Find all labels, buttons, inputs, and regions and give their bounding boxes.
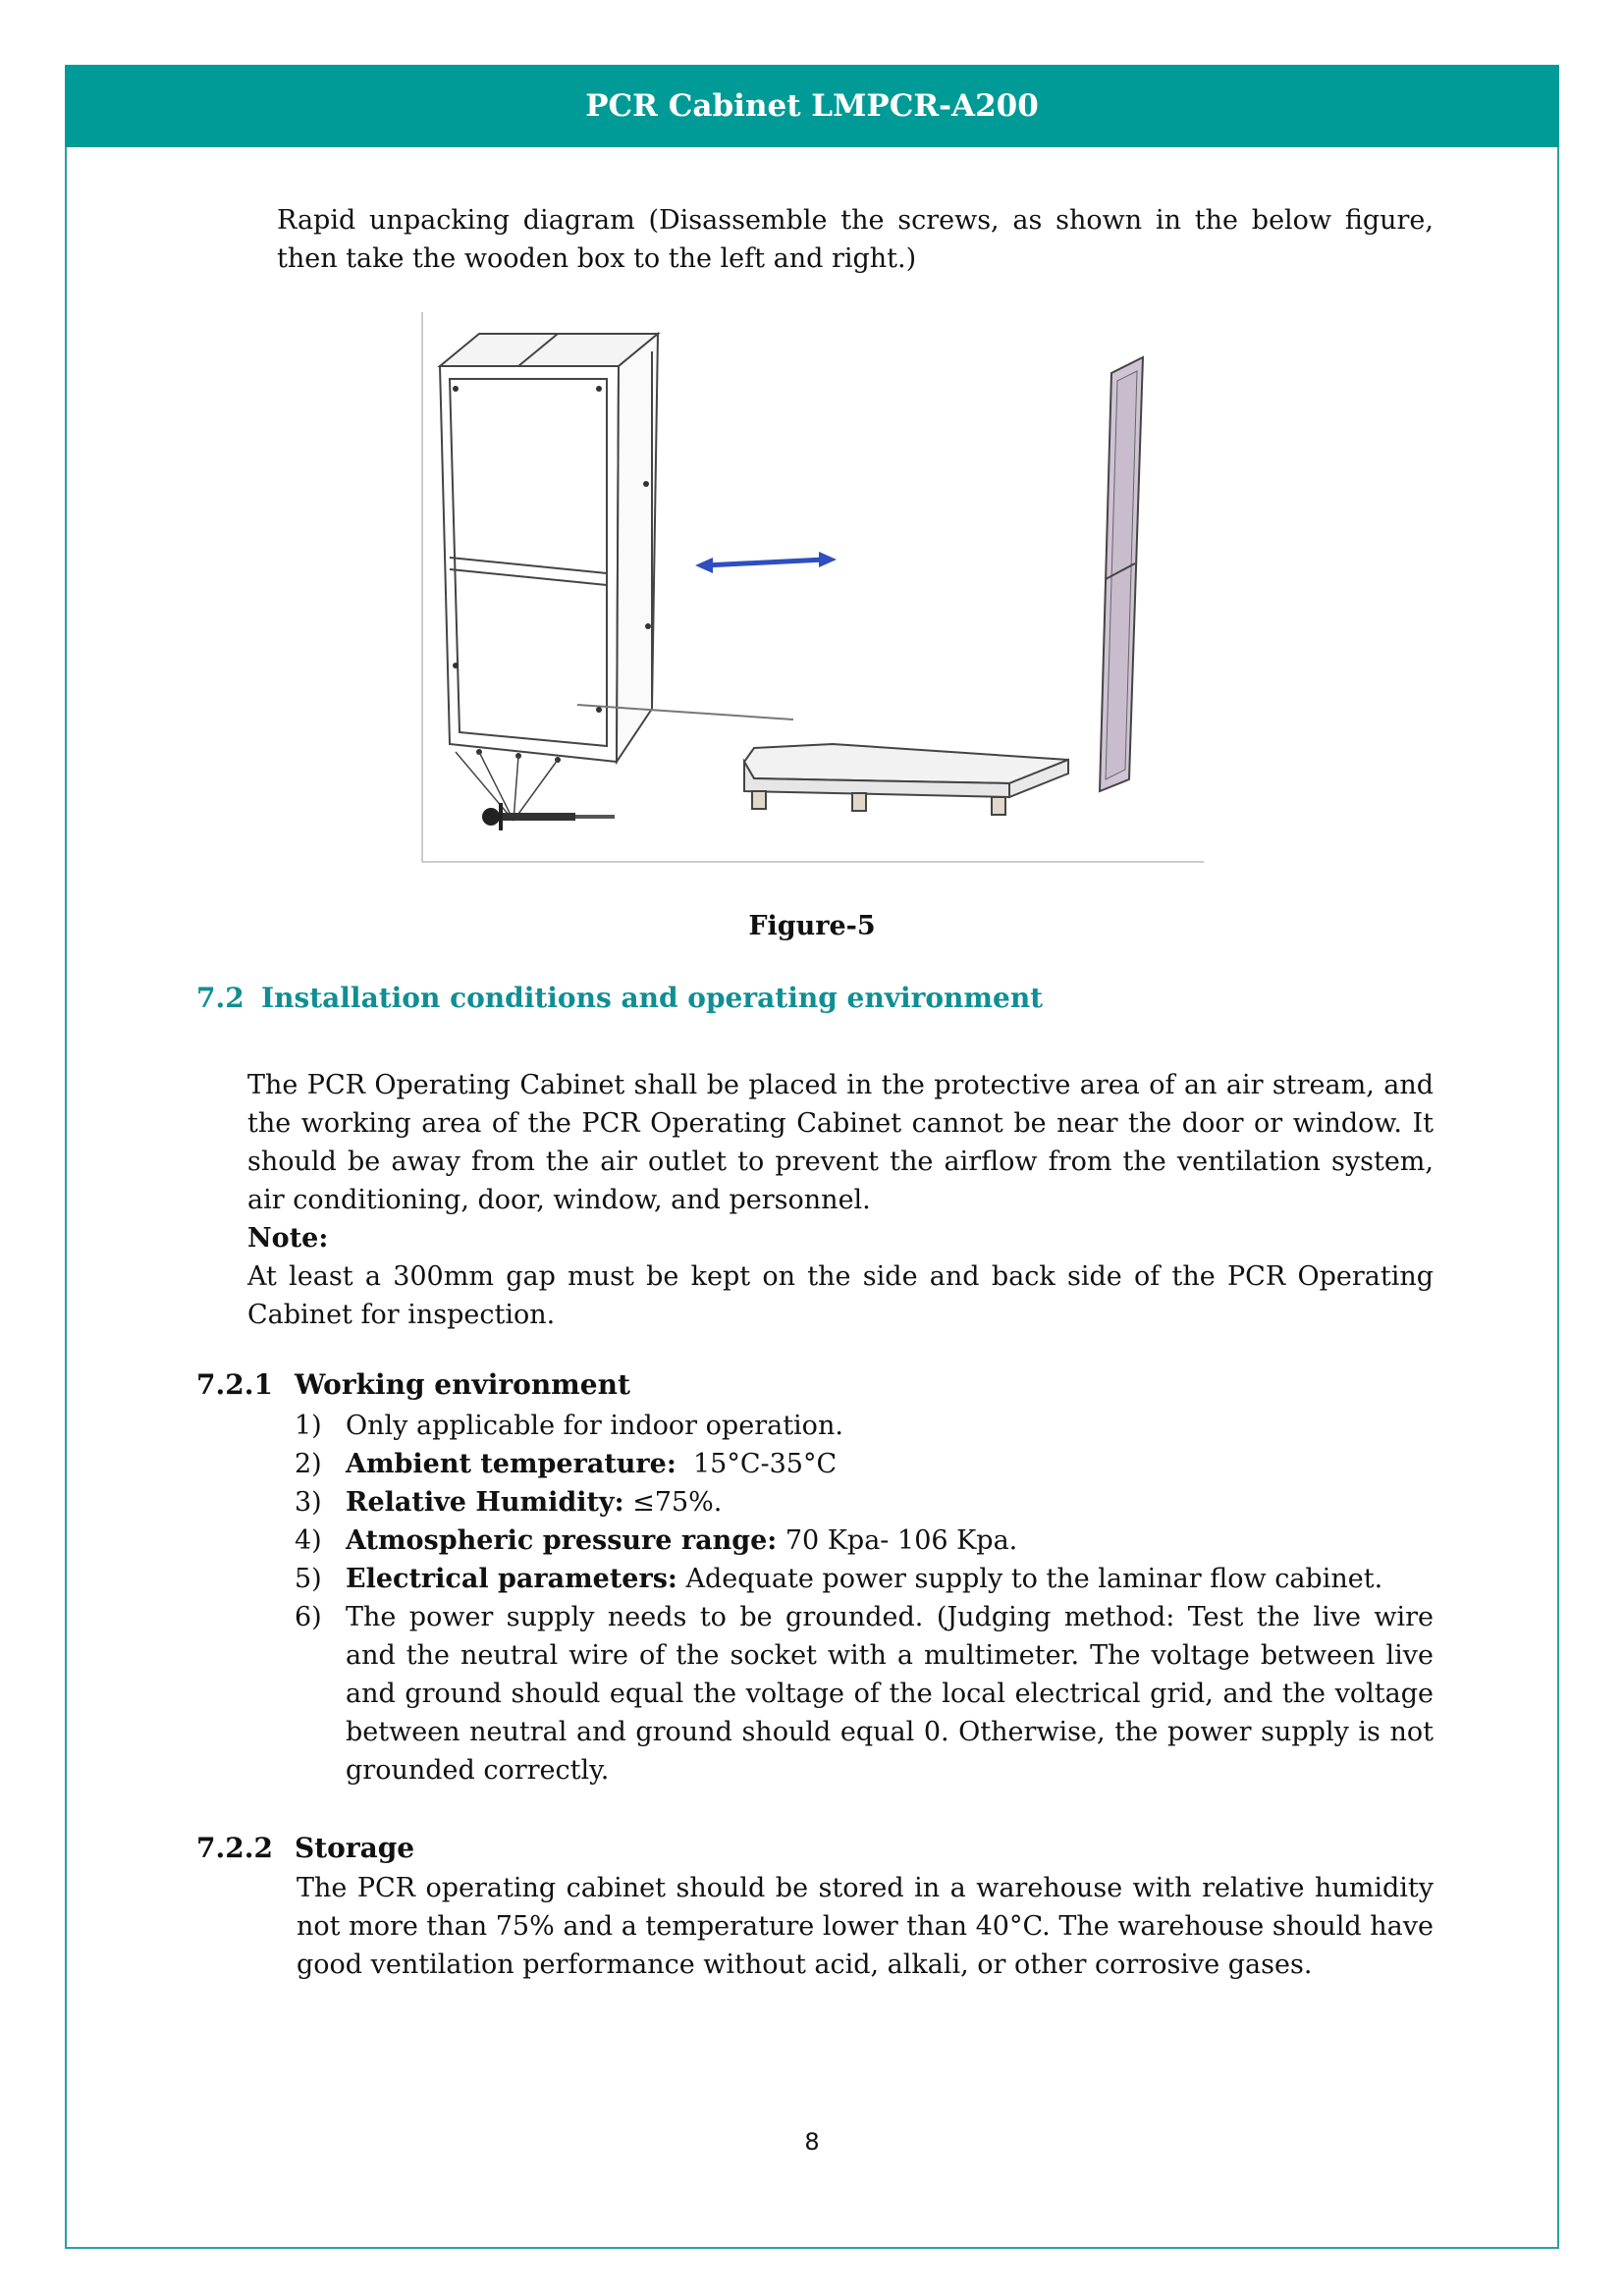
working-environment-list [295,1407,1434,1789]
section-number: 7.2 [196,982,244,1014]
removed-panel [1100,357,1143,791]
bolt-icon [482,803,615,830]
list-item: 1) Only applicable for indoor operation. [295,1411,843,1441]
section-heading-7-2-1 [196,1368,630,1401]
list-item: 3) Relative Humidity: ≤75%. [295,1487,723,1518]
section-number: 7.2.2 [196,1832,273,1864]
note-label: Note: [247,1223,329,1254]
unpacking-diagram [420,312,1206,866]
figure-caption: Figure-5 [748,911,876,941]
screw-leader-lines [456,752,558,821]
list-item: 2) Ambient temperature: 15°C-35°C [295,1449,838,1479]
unpacking-figure [420,312,1206,866]
intro-paragraph: Rapid unpacking diagram (Disassemble the screws, as shown in the below figure, then take the wooden box to the left and right.) [277,205,1434,274]
section-title: Working environment [295,1368,630,1401]
page-header [65,65,1559,147]
note-text: At least a 300mm gap must be kept on the side and back side of the PCR Operating Cabinet for inspection. [247,1261,1434,1330]
section-number: 7.2.1 [196,1368,273,1401]
section-7-2-body: The PCR Operating Cabinet shall be placed in the protective area of an air stream, and the working area of the PCR Operating Cabinet cannot be near the door or window. It should be away from the air outlet to prevent the airflow from the ventilation system, air conditioning, door, window, and personnel. [247,1070,1434,1215]
list-item: 5) Electrical parameters: Adequate power supply to the laminar flow cabinet. [295,1564,1383,1594]
list-item: 4) Atmospheric pressure range: 70 Kpa- 106 Kpa. [295,1525,1018,1556]
header-title: PCR Cabinet LMPCR-A200 [585,88,1039,124]
storage-body: The PCR operating cabinet should be stored in a warehouse with relative humidity not more than 75% and a temperature lower than 40°C. The warehouse should have good ventilation performance without acid, alkali, or other corrosive gases. [297,1873,1434,1980]
section-title: Installation conditions and operating environment [261,982,1044,1014]
section-title: Storage [295,1832,415,1864]
list-item: 6) The power supply needs to be grounded. (Judging method: Test the live wire and the neutral wire of the socket with a multimeter. The voltage between live and ground should equal the voltage of the local electrical grid, and the voltage between neutral and ground should equal 0. Otherwise, the power supply is not grounded correctly. [295,1602,1434,1786]
pallet-base [744,744,1068,815]
page-number: 8 [804,2128,820,2156]
section-heading-7-2-2 [196,1832,414,1864]
cabinet-box [440,334,793,762]
double-arrow-icon [695,552,837,573]
section-heading-7-2 [196,982,1043,1014]
